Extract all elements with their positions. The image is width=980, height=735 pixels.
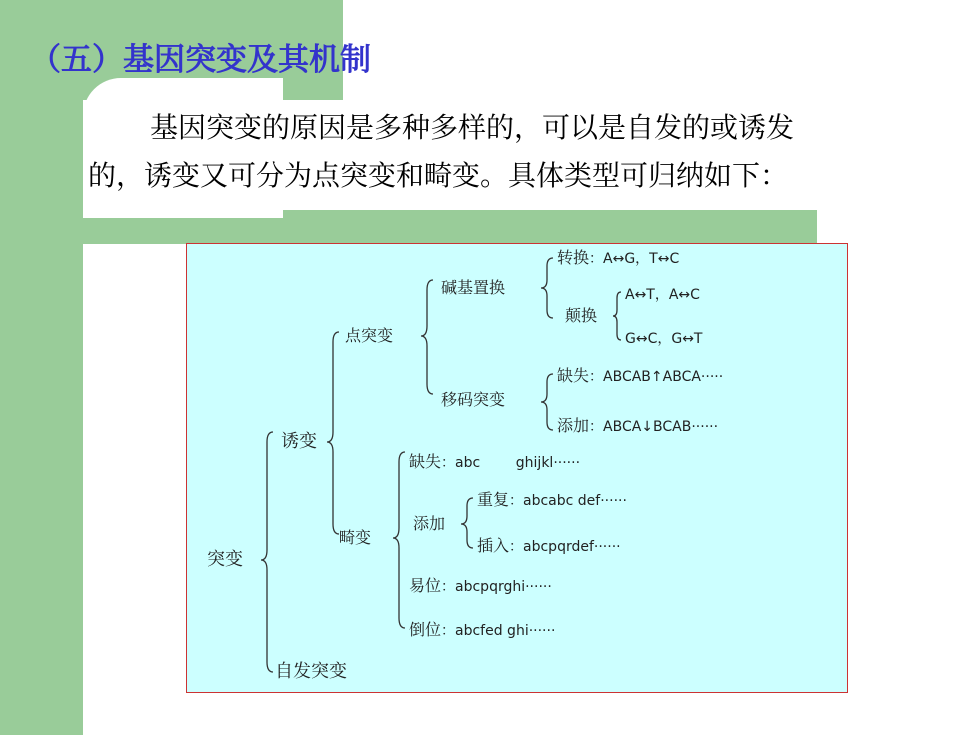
frameshift-deletion-example: ：ABCAB↑ABCA····· <box>589 369 724 385</box>
transversion-example-2-text: G↔C，G↔T <box>625 331 703 347</box>
duplication-example: ：abcabc def······ <box>509 493 627 509</box>
node-transversion: 颠换 <box>565 306 598 325</box>
node-inversion <box>409 620 555 641</box>
inversion-example: ：abcfed ghi······ <box>441 623 556 639</box>
transversion-example-1-text: A↔T，A↔C <box>625 287 700 303</box>
node-frameshift: 移码突变 <box>441 390 506 409</box>
node-mutation: 突变 <box>207 549 243 570</box>
duplication-label: 重复 <box>477 490 510 509</box>
node-induced: 诱变 <box>281 431 317 452</box>
aberration-deletion-label: 缺失 <box>409 452 442 471</box>
node-aberration-addition: 添加 <box>413 514 446 533</box>
green-sidebar <box>0 0 83 735</box>
node-translocation <box>409 576 552 597</box>
insertion-label: 插入 <box>477 536 510 555</box>
transversion-example-2 <box>625 328 703 349</box>
node-aberration: 畸变 <box>339 528 372 547</box>
node-duplication <box>477 490 627 511</box>
node-frameshift-addition <box>557 416 718 437</box>
node-base-substitution: 碱基置换 <box>441 278 506 297</box>
node-spontaneous: 自发突变 <box>275 661 347 682</box>
aberration-deletion-example: ：abc ghijkl······ <box>441 455 581 471</box>
node-point-mutation: 点突变 <box>345 326 394 345</box>
node-aberration-deletion <box>409 452 580 473</box>
frameshift-addition-label: 添加 <box>557 416 590 435</box>
transversion-example-1 <box>625 284 700 305</box>
transition-example: ：A↔G，T↔C <box>589 251 680 267</box>
translocation-example: ：abcpqrghi······ <box>441 579 552 595</box>
translocation-label: 易位 <box>409 576 442 595</box>
frameshift-addition-example: ：ABCA↓BCAB······ <box>589 419 719 435</box>
frameshift-deletion-label: 缺失 <box>557 366 590 385</box>
node-frameshift-deletion <box>557 366 723 387</box>
transition-label: 转换 <box>557 248 590 267</box>
mutation-classification-diagram <box>186 243 848 693</box>
insertion-example: ：abcpqrdef······ <box>509 539 621 555</box>
inversion-label: 倒位 <box>409 620 442 639</box>
intro-text: 基因突变的原因是多种多样的，可以是自发的或诱发的，诱变又可分为点突变和畸变。具体类型可归纳如下： <box>88 111 795 192</box>
intro-paragraph <box>88 104 828 200</box>
node-transition <box>557 248 679 269</box>
node-insertion <box>477 536 621 557</box>
slide-title: （五）基因突变及其机制 <box>30 42 371 78</box>
